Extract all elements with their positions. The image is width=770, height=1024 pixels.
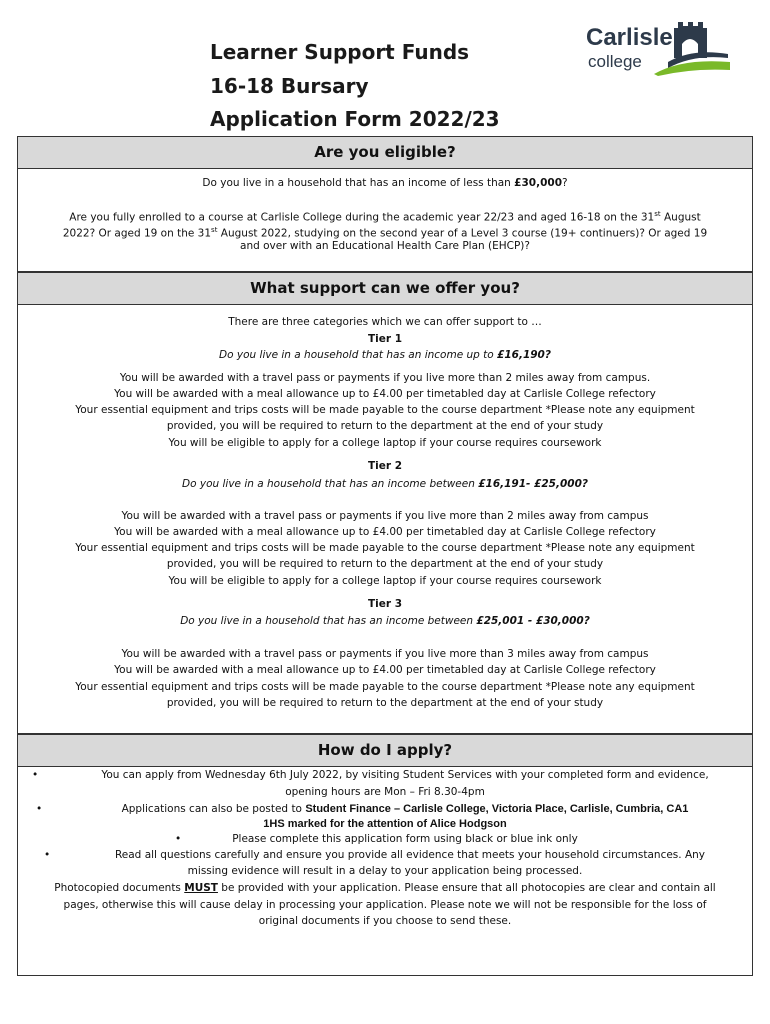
- tier2-line-5: You will be eligible to apply for a college laptop if your course requires coursework: [168, 575, 602, 587]
- tier3-line-3: Your essential equipment and trips costs will be made payable to the course department *Please note any equipment: [75, 681, 695, 693]
- bullet-4: •: [44, 849, 51, 861]
- apply-bullet-2-line-1: Applications can also be posted to Student Finance – Carlisle College, Victoria Place, Carlisle, Cumbria, CA1: [121, 803, 689, 815]
- logo-word-carlisle: Carlisle: [586, 24, 673, 51]
- tier2-question: Do you live in a household that has an income between £16,191- £25,000?: [182, 478, 588, 490]
- support-heading: What support can we offer you?: [17, 272, 753, 305]
- tier2-line-4: provided, you will be required to return to the department at the end of your study: [166, 558, 604, 570]
- eligible-enrol-question-l1: Are you fully enrolled to a course at Carlisle College during the academic year 22/23 and aged 16-18 on the 31st August: [69, 210, 701, 224]
- logo-word-college: college: [588, 52, 642, 71]
- tier3-line-2: You will be awarded with a meal allowance up to £4.00 per timetabled day at Carlisle College refectory: [114, 664, 656, 676]
- tier1-line-4: provided, you will be required to return to the department at the end of your study: [166, 420, 604, 432]
- bullet-2: •: [36, 803, 43, 815]
- eligible-heading: Are you eligible?: [17, 136, 753, 169]
- title-line-3: Application Form 2022/23: [210, 107, 500, 131]
- tier2-label: Tier 2: [367, 460, 403, 472]
- college-logo: [582, 18, 732, 78]
- tier1-question: Do you live in a household that has an income up to £16,190?: [219, 349, 551, 361]
- eligible-enrol-question-l2: 2022? Or aged 19 on the 31st August 2022, studying on the second year of a Level 3 course (19+ continuers)? Or aged 19: [62, 226, 708, 240]
- apply-bullet-1-line-1: You can apply from Wednesday 6th July 2022, by visiting Student Services with your completed form and evidence,: [101, 769, 709, 781]
- apply-bullet-4-line-2: missing evidence will result in a delay to your application being processed.: [187, 865, 583, 877]
- tier2-line-2: You will be awarded with a meal allowance up to £4.00 per timetabled day at Carlisle College refectory: [114, 526, 656, 538]
- apply-bullet-4-line-1: Read all questions carefully and ensure you provide all evidence that meets your household circumstances. Any: [114, 849, 706, 861]
- tier3-line-4: provided, you will be required to return to the department at the end of your study: [166, 697, 604, 709]
- apply-heading: How do I apply?: [17, 734, 753, 767]
- bullet-1: •: [32, 769, 39, 781]
- apply-bullet-2-line-2: 1HS marked for the attention of Alice Hodgson: [263, 818, 507, 830]
- apply-photocopy-line-1: Photocopied documents MUST be provided with your application. Please ensure that all photocopies are clear and contain all: [54, 882, 716, 894]
- apply-bullet-3: Please complete this application form using black or blue ink only: [232, 833, 578, 845]
- eligible-income-question: Do you live in a household that has an income of less than £30,000?: [202, 177, 568, 189]
- apply-bullet-1-line-2: opening hours are Mon – Fri 8.30-4pm: [285, 786, 485, 798]
- tier3-line-1: You will be awarded with a travel pass or payments if you live more than 3 miles away from campus: [121, 648, 649, 660]
- tier1-label: Tier 1: [367, 333, 403, 345]
- tier2-line-1: You will be awarded with a travel pass or payments if you live more than 2 miles away from campus: [121, 510, 649, 522]
- title-line-1: Learner Support Funds: [210, 40, 470, 64]
- tier1-line-5: You will be eligible to apply for a college laptop if your course requires coursework: [168, 437, 602, 449]
- support-intro: There are three categories which we can offer support to …: [228, 316, 542, 328]
- tier1-line-1: You will be awarded with a travel pass or payments if you live more than 2 miles away from campus.: [119, 372, 651, 384]
- apply-photocopy-line-3: original documents if you choose to send these.: [258, 915, 512, 927]
- eligible-enrol-question-l3: and over with an Educational Health Care Plan (EHCP)?: [240, 240, 530, 252]
- title-line-2: 16-18 Bursary: [210, 74, 369, 98]
- tier1-line-2: You will be awarded with a meal allowance up to £4.00 per timetabled day at Carlisle College refectory: [114, 388, 656, 400]
- bullet-3: •: [175, 833, 182, 845]
- tier3-question: Do you live in a household that has an income between £25,001 - £30,000?: [180, 615, 590, 627]
- castle-icon: [582, 18, 732, 78]
- tier2-line-3: Your essential equipment and trips costs will be made payable to the course department *Please note any equipment: [75, 542, 695, 554]
- tier3-label: Tier 3: [367, 598, 403, 610]
- tier1-line-3: Your essential equipment and trips costs will be made payable to the course department *Please note any equipment: [75, 404, 695, 416]
- apply-photocopy-line-2: pages, otherwise this will cause delay in processing your application. Please note we will not be responsible for the loss of: [63, 899, 707, 911]
